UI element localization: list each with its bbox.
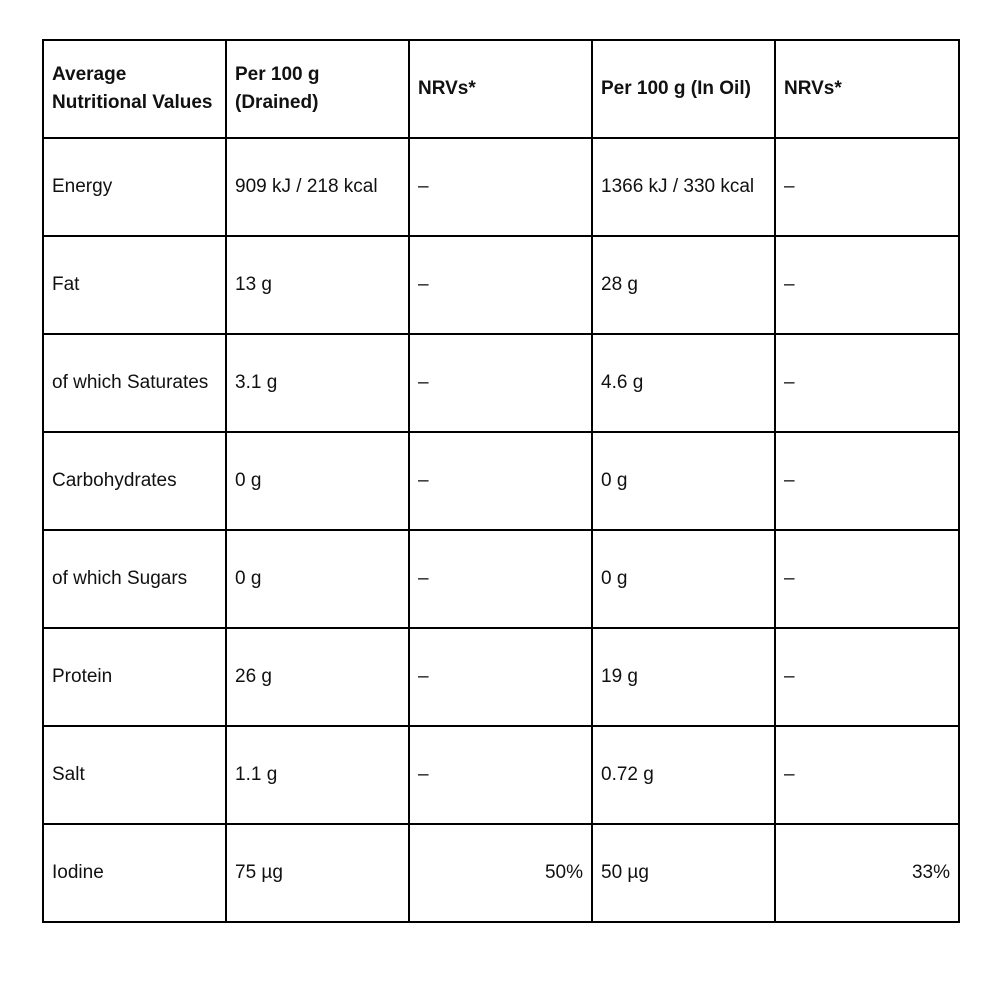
nrv-drained: – bbox=[409, 236, 592, 334]
value-in-oil: 0.72 g bbox=[592, 726, 775, 824]
value-in-oil: 1366 kJ / 330 kcal bbox=[592, 138, 775, 236]
table-row bbox=[43, 726, 959, 824]
nrv-drained: – bbox=[409, 432, 592, 530]
nrv-drained: – bbox=[409, 628, 592, 726]
value-in-oil: 0 g bbox=[592, 432, 775, 530]
nrv-drained: – bbox=[409, 138, 592, 236]
nutrient-name: Carbohydrates bbox=[43, 432, 226, 530]
value-drained: 13 g bbox=[226, 236, 409, 334]
table-row bbox=[43, 334, 959, 432]
nrv-drained: 50% bbox=[409, 824, 592, 922]
header-per-100g-in-oil: Per 100 g (In Oil) bbox=[592, 40, 775, 138]
table-row bbox=[43, 824, 959, 922]
table-header bbox=[43, 40, 959, 138]
value-drained: 26 g bbox=[226, 628, 409, 726]
nrv-in-oil: – bbox=[775, 432, 959, 530]
nutrient-name: Iodine bbox=[43, 824, 226, 922]
nrv-drained: – bbox=[409, 530, 592, 628]
table-row bbox=[43, 628, 959, 726]
value-in-oil: 50 µg bbox=[592, 824, 775, 922]
table-row bbox=[43, 530, 959, 628]
value-in-oil: 19 g bbox=[592, 628, 775, 726]
nrv-drained: – bbox=[409, 726, 592, 824]
nrv-in-oil: – bbox=[775, 628, 959, 726]
nrv-in-oil: – bbox=[775, 138, 959, 236]
nrv-in-oil: – bbox=[775, 236, 959, 334]
table-row bbox=[43, 138, 959, 236]
nrv-in-oil: 33% bbox=[775, 824, 959, 922]
value-drained: 0 g bbox=[226, 530, 409, 628]
nrv-drained: – bbox=[409, 334, 592, 432]
nutrition-table-container bbox=[42, 39, 958, 923]
value-drained: 3.1 g bbox=[226, 334, 409, 432]
nutrient-name: of which Sugars bbox=[43, 530, 226, 628]
value-drained: 1.1 g bbox=[226, 726, 409, 824]
nrv-in-oil: – bbox=[775, 726, 959, 824]
header-per-100g-drained: Per 100 g (Drained) bbox=[226, 40, 409, 138]
table-body bbox=[43, 138, 959, 922]
value-in-oil: 0 g bbox=[592, 530, 775, 628]
nutrient-name: Fat bbox=[43, 236, 226, 334]
header-nutrient: Average Nutritional Values bbox=[43, 40, 226, 138]
nutrient-name: Protein bbox=[43, 628, 226, 726]
header-nrvs-drained: NRVs* bbox=[409, 40, 592, 138]
nrv-in-oil: – bbox=[775, 334, 959, 432]
value-drained: 0 g bbox=[226, 432, 409, 530]
nutrient-name: of which Saturates bbox=[43, 334, 226, 432]
nutrient-name: Energy bbox=[43, 138, 226, 236]
table-row bbox=[43, 236, 959, 334]
value-drained: 75 µg bbox=[226, 824, 409, 922]
header-nrvs-in-oil: NRVs* bbox=[775, 40, 959, 138]
value-in-oil: 28 g bbox=[592, 236, 775, 334]
nutrient-name: Salt bbox=[43, 726, 226, 824]
nrv-in-oil: – bbox=[775, 530, 959, 628]
table-row bbox=[43, 432, 959, 530]
value-drained: 909 kJ / 218 kcal bbox=[226, 138, 409, 236]
header-row bbox=[43, 40, 959, 138]
nutrition-table bbox=[42, 39, 960, 923]
value-in-oil: 4.6 g bbox=[592, 334, 775, 432]
